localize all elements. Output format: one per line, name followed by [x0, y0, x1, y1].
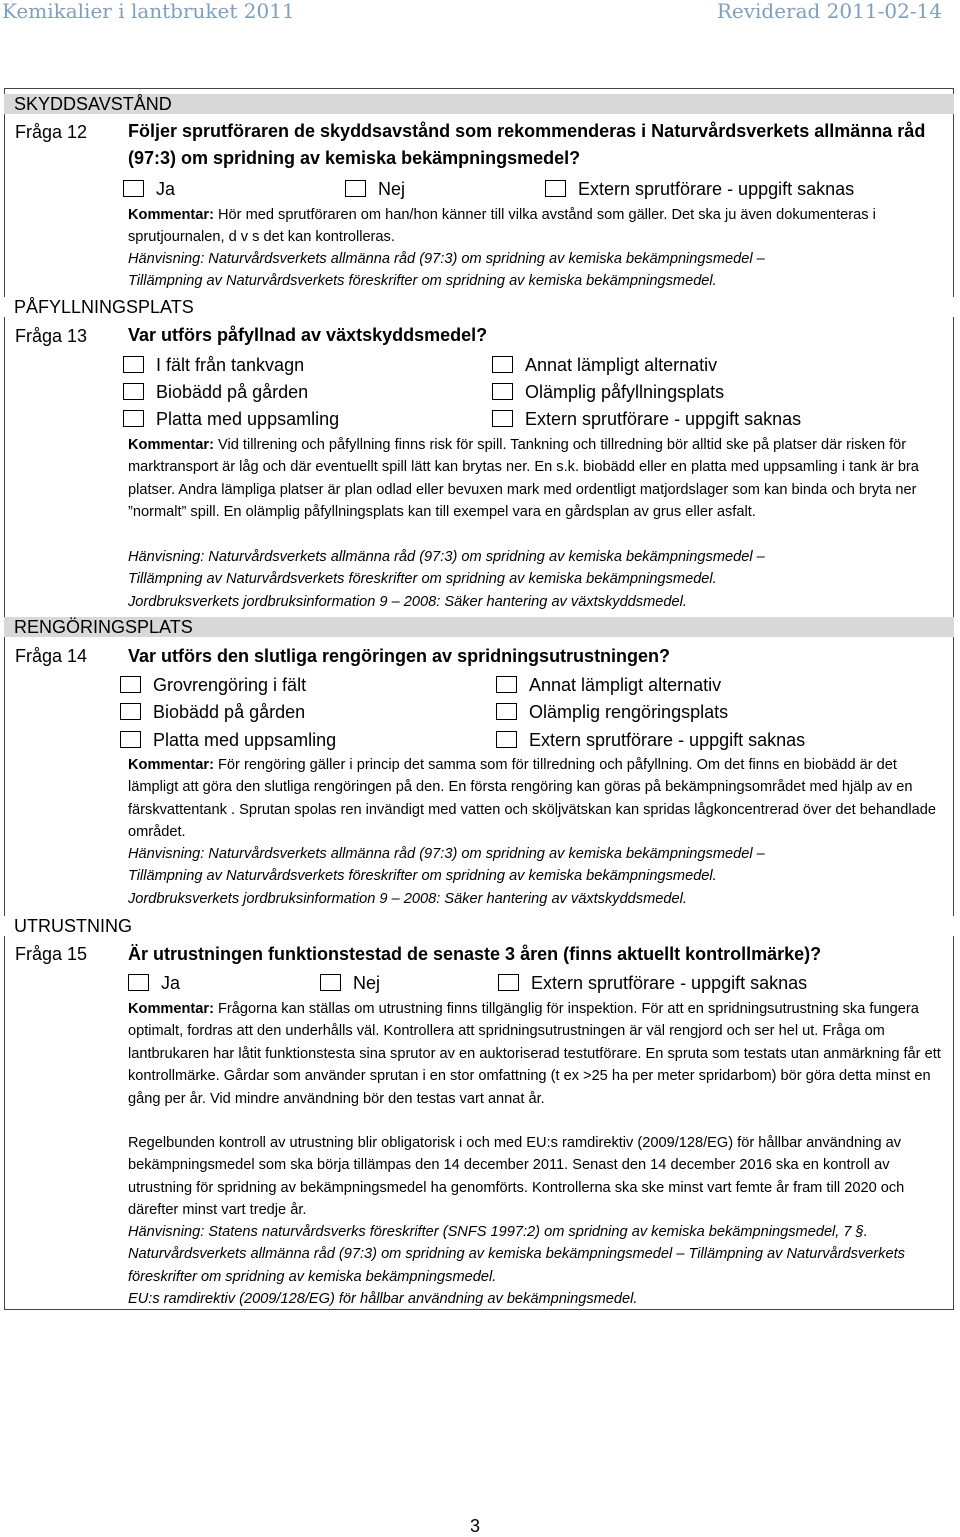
question-label-13: Fråga 13: [15, 326, 88, 346]
checkbox-option-ja[interactable]: [123, 178, 175, 200]
option-label: Ja: [161, 973, 181, 993]
reference-line: Hänvisning: Naturvårdsverkets allmänna råd (97:3) om spridning av kemiska bekämpningsmedel –: [128, 549, 765, 565]
reference-13: [128, 546, 948, 613]
comment-label: Kommentar:: [128, 1001, 214, 1017]
checkbox-icon[interactable]: [498, 974, 519, 991]
checkbox-icon[interactable]: [345, 180, 366, 197]
comment-text: För rengöring gäller i princip det samma som för tillredning och påfyllning. Om det finns en biobädd är det lämpligt att göra den slutliga rengöringen på den. En första rengöring kan göras på bekämpningsområdet med hjälp av en färskvattentank . Sprutan spolas ren invändigt med vatten och sköljvätskan kan spridas lågkoncentrerad över det behandlade området.: [128, 757, 937, 841]
checkbox-option-falt-tankvagn[interactable]: [123, 354, 304, 376]
comment-label: Kommentar:: [128, 207, 214, 223]
checkbox-icon[interactable]: [492, 356, 513, 373]
option-label: Nej: [378, 179, 406, 199]
checkbox-icon[interactable]: [545, 180, 566, 197]
section-heading-pafyllningsplats: PÅFYLLNINGSPLATS: [4, 297, 954, 317]
checkbox-icon[interactable]: [496, 703, 517, 720]
comment-label: Kommentar:: [128, 757, 214, 773]
checkbox-icon[interactable]: [496, 731, 517, 748]
checkbox-option-olamplig[interactable]: [496, 701, 728, 723]
reference-12: [128, 248, 948, 293]
reference-line: Hänvisning: Naturvårdsverkets allmänna råd (97:3) om spridning av kemiska bekämpningsmedel –: [128, 846, 765, 862]
checkbox-icon[interactable]: [123, 410, 144, 427]
section-heading-rengoringsplats: RENGÖRINGSPLATS: [4, 617, 954, 637]
option-label: Biobädd på gården: [156, 382, 309, 402]
header-revision: Reviderad 2011-02-14: [716, 0, 942, 23]
option-label: Extern sprutförare - uppgift saknas: [531, 973, 808, 993]
checkbox-option-olamplig[interactable]: [492, 381, 724, 403]
checkbox-option-extern[interactable]: [498, 972, 807, 994]
checkbox-option-biobadd[interactable]: [123, 381, 308, 403]
comment-12: [128, 204, 948, 249]
question-label-14: Fråga 14: [15, 646, 88, 666]
checkbox-option-nej[interactable]: [345, 178, 405, 200]
checkbox-option-grovrengoring[interactable]: [120, 674, 306, 696]
checkbox-option-platta[interactable]: [120, 729, 336, 751]
reference-line: Hänvisning: Statens naturvårdsverks föreskrifter (SNFS 1997:2) om spridning av kemiska bekämpningsmedel, 7 §. Naturvårdsverkets allmänna råd (97:3) om spridning av kemiska bekämpningsmedel – Tillämpning av Naturvårdsverkets föreskrifter om spridning av kemiska bekämpningsmedel.: [128, 1224, 905, 1285]
checkbox-option-extern[interactable]: [492, 408, 801, 430]
question-text-15: Är utrustningen funktionstestad de senaste 3 åren (finns aktuellt kontrollmärke)?: [128, 944, 822, 964]
checkbox-icon[interactable]: [120, 731, 141, 748]
comment-text: Vid tillrening och påfyllning finns risk för spill. Tankning och tillredning bör alltid ske på platser där risken för marktransport är låg och där eventuellt spill lätt kan brytas ner. En s.k. biobädd eller en platta med uppsamling i tank är bra platser. Andra lämpliga platser är plan odlad eller bevuxen mark med ordentligt matjordslager som kan binda och bryta ner ”normalt” spill. En olämplig påfyllningsplats kan till exempel vara en gårdsplan av grus eller asfalt.: [128, 437, 919, 521]
reference-line: Jordbruksverkets jordbruksinformation 9 – 2008: Säker hantering av växtskyddsmedel.: [128, 890, 687, 907]
checkbox-option-extern[interactable]: [545, 178, 854, 200]
option-label: Annat lämpligt alternativ: [529, 675, 722, 695]
question-text-12: Följer sprutföraren de skyddsavstånd som rekommenderas i Naturvårdsverkets allmänna råd (97:3) om spridning av kemiska bekämpningsmedel?: [128, 121, 926, 168]
reference-14: [128, 843, 948, 910]
option-label: Olämplig rengöringsplats: [529, 702, 729, 722]
page-number: 3: [470, 1516, 481, 1536]
comment-15: [128, 998, 948, 1110]
option-label: I fält från tankvagn: [156, 355, 305, 375]
option-label: Platta med uppsamling: [156, 409, 340, 429]
checkbox-icon[interactable]: [123, 383, 144, 400]
paragraph-ramdirektiv: Regelbunden kontroll av utrustning blir obligatorisk i och med EU:s ramdirektiv (2009/128/EG) för hållbar användning av bekämpningsmedel som ska börja tillämpas den 14 december 2011. Senast den 14 december 2016 ska en kontroll av utrustning för spridning av bekämpningsmedel ha genomförts. Kontrollerna ska ske minst vart femte år fram till 2020 och därefter minst vart tredje år.: [128, 1135, 905, 1219]
comment-label: Kommentar:: [128, 437, 214, 453]
section-heading-utrustning: UTRUSTNING: [4, 916, 954, 936]
checkbox-icon[interactable]: [123, 356, 144, 373]
checkbox-icon[interactable]: [120, 676, 141, 693]
checkbox-option-biobadd[interactable]: [120, 701, 305, 723]
option-label: Biobädd på gården: [153, 702, 306, 722]
question-label-15: Fråga 15: [15, 944, 88, 964]
question-text-14: Var utförs den slutliga rengöringen av spridningsutrustningen?: [128, 646, 671, 666]
checkbox-icon[interactable]: [492, 410, 513, 427]
checkbox-option-ja[interactable]: [128, 972, 180, 994]
option-label: Annat lämpligt alternativ: [525, 355, 718, 375]
checkbox-option-annat[interactable]: [496, 674, 721, 696]
reference-line: Tillämpning av Naturvårdsverkets föreskrifter om spridning av kemiska bekämpningsmedel.: [128, 868, 717, 885]
comment-text: Frågorna kan ställas om utrustning finns tillgänglig för inspektion. För att en spridningsutrustning ska fungera optimalt, fordras att den underhålls väl. Kontrollera att spridningsutrustningen är väl rengjord och ser hel ut. Fråga om lantbrukaren har låtit funktionstesta sina sprutor av en auktoriserad testutförare. En spruta som testats utan anmärkning får ett kontrollmärke. Gårdar som använder sprutan i en stor omfattning (t ex >25 ha per meter spridarbom) bör göra detta minst en gång per år. Vid mindre användning bör den testas vart annat år.: [128, 1001, 941, 1107]
checkbox-icon[interactable]: [128, 974, 149, 991]
page-header: [0, 0, 960, 22]
checkbox-icon[interactable]: [123, 180, 144, 197]
comment-14: [128, 754, 948, 844]
option-label: Grovrengöring i fält: [153, 675, 307, 695]
question-label-12: Fråga 12: [15, 122, 88, 142]
checkbox-option-extern[interactable]: [496, 729, 805, 751]
option-label: Nej: [353, 973, 381, 993]
section-heading-skyddsavstand: SKYDDSAVSTÅND: [4, 94, 954, 114]
reference-line: Jordbruksverkets jordbruksinformation 9 – 2008: Säker hantering av växtskyddsmedel.: [128, 593, 687, 610]
checkbox-option-annat[interactable]: [492, 354, 717, 376]
option-label: Extern sprutförare - uppgift saknas: [578, 179, 855, 199]
checkbox-icon[interactable]: [496, 676, 517, 693]
question-text-13: Var utförs påfyllnad av växtskyddsmedel?: [128, 325, 488, 345]
checkbox-option-nej[interactable]: [320, 972, 380, 994]
reference-line: Tillämpning av Naturvårdsverkets föreskrifter om spridning av kemiska bekämpningsmedel.: [128, 571, 717, 588]
header-title: Kemikalier i lantbruket 2011: [2, 0, 295, 23]
option-label: Extern sprutförare - uppgift saknas: [529, 730, 806, 750]
checkbox-icon[interactable]: [120, 703, 141, 720]
option-label: Extern sprutförare - uppgift saknas: [525, 409, 802, 429]
option-label: Olämplig påfyllningsplats: [525, 382, 725, 402]
reference-line: Tillämpning av Naturvårdsverkets föreskrifter om spridning av kemiska bekämpningsmedel.: [128, 273, 717, 290]
checkbox-option-platta[interactable]: [123, 408, 339, 430]
checkbox-icon[interactable]: [320, 974, 341, 991]
comment-text: Hör med sprutföraren om han/hon känner till vilka avstånd som gäller. Det ska ju även dokumenteras i sprutjournalen, d v s det kan kontrolleras.: [128, 207, 876, 246]
reference-15: [128, 1221, 948, 1311]
option-label: Ja: [156, 179, 176, 199]
checkbox-icon[interactable]: [492, 383, 513, 400]
comment-13: [128, 434, 948, 524]
reference-line: EU:s ramdirektiv (2009/128/EG) för hållbar användning av bekämpningsmedel.: [128, 1291, 638, 1308]
option-label: Platta med uppsamling: [153, 730, 337, 750]
reference-line: Hänvisning: Naturvårdsverkets allmänna råd (97:3) om spridning av kemiska bekämpningsmedel –: [128, 251, 765, 267]
